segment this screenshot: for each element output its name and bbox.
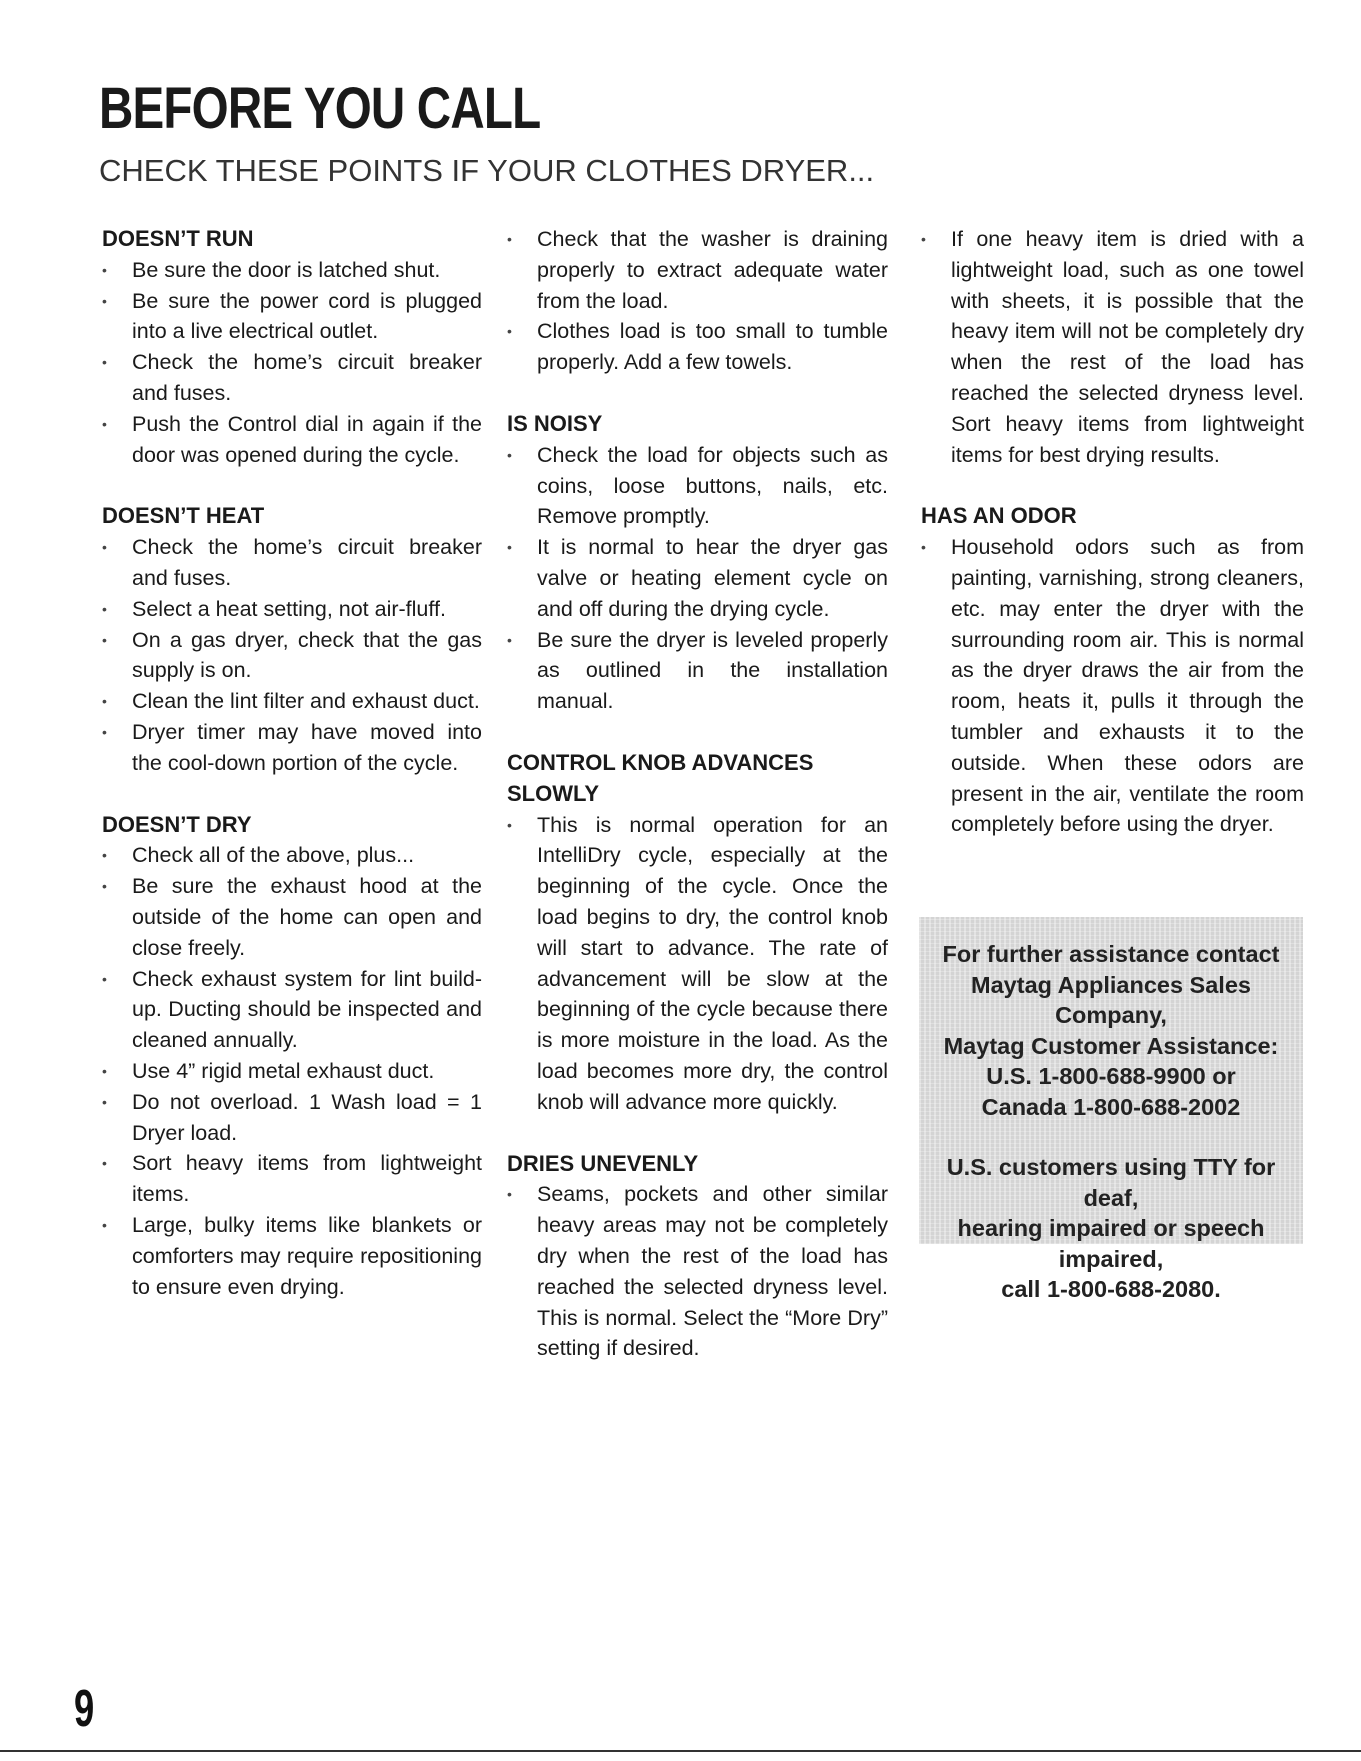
tip-item (507, 224, 888, 316)
tip-text: Sort heavy items from lightweight items. (132, 1151, 482, 1207)
bullet-icon: • (507, 816, 512, 833)
tip-item (921, 224, 1304, 470)
section-heading: HAS AN ODOR (921, 503, 1077, 529)
tip-text: Seams, pockets and other similar heavy areas may not be completely dry when the rest of the load has reached the selected dryness level. This is normal. Select the “More Dry” setting if desired. (537, 1182, 888, 1361)
tip-text: Select a heat setting, not air-fluff. (132, 596, 446, 621)
tip-list (507, 810, 888, 1118)
bullet-icon: • (921, 231, 926, 247)
bullet-icon: • (102, 693, 107, 710)
contact-phone-tty: call 1-800-688-2080. (1001, 1276, 1221, 1302)
bullet-icon: • (102, 415, 107, 432)
contact-phone-canada: Canada 1-800-688-2002 (981, 1093, 1241, 1120)
bullet-icon: • (102, 1093, 107, 1110)
tip-item (507, 316, 888, 378)
bullet-icon: • (507, 1186, 512, 1203)
section-heading: DOESN’T RUN (102, 226, 254, 251)
tip-text: Large, bulky items like blankets or comforters may require repositioning to ensure even drying. (132, 1212, 482, 1299)
tip-item (102, 1148, 482, 1210)
bullet-icon: • (102, 1155, 107, 1172)
tip-text: Check the home’s circuit breaker and fuses. (132, 535, 482, 590)
tip-item (507, 810, 888, 1118)
tip-text: It is normal to hear the dryer gas valve or heating element cycle on and off during the drying cycle. (537, 535, 888, 621)
column-3 (921, 224, 1304, 840)
troubleshooting-section (921, 501, 1304, 840)
tip-item (102, 686, 482, 717)
contact-line: U.S. customers using TTY for deaf, (946, 1154, 1276, 1211)
tip-list (507, 440, 888, 717)
page-title: BEFORE YOU CALL (99, 76, 541, 141)
tip-text: Check that the washer is draining properly to extract adequate water from the load. (537, 227, 888, 313)
contact-phone-us: U.S. 1-800-688-9900 or (986, 1063, 1236, 1089)
bullet-icon: • (507, 231, 512, 247)
tip-text: Check the home’s circuit breaker and fuses. (132, 350, 482, 405)
tip-item (102, 594, 482, 625)
tip-item (102, 871, 482, 963)
page-subtitle: CHECK THESE POINTS IF YOUR CLOTHES DRYER... (99, 153, 875, 188)
tip-text: Check all of the above, plus... (132, 843, 415, 868)
bullet-icon: • (102, 970, 107, 987)
tip-text: Be sure the power cord is plugged into a live electrical outlet. (132, 288, 482, 344)
contact-line: Maytag Customer Assistance: (943, 1032, 1279, 1059)
bullet-icon: • (102, 878, 107, 895)
bullet-icon: • (507, 631, 512, 648)
tip-item (507, 532, 888, 624)
bullet-icon: • (102, 1062, 107, 1079)
tip-item (507, 1179, 888, 1364)
troubleshooting-section (507, 409, 888, 717)
tip-text: Be sure the exhaust hood at the outside of the home can open and close freely. (132, 874, 482, 960)
tip-list (102, 840, 482, 1302)
tip-text: Check the load for objects such as coins, loose buttons, nails, etc. Remove promptly. (537, 442, 888, 529)
tip-text: Use 4” rigid metal exhaust duct. (132, 1058, 435, 1083)
tip-item (102, 409, 482, 471)
troubleshooting-section (102, 501, 482, 778)
column-1 (102, 224, 482, 1302)
contact-line: Maytag Appliances Sales Company, (971, 971, 1251, 1028)
tip-text: Household odors such as from painting, varnishing, strong cleaners, etc. may enter the dryer with the surrounding room air. This is normal as the dryer draws the air from the room, heats it, pulls it through the tumbler and exhausts it to the outside. When these odors are present in the air, ventilate the room completely before using the dryer. (951, 535, 1304, 837)
tip-item (102, 286, 482, 348)
tip-text: Dryer timer may have moved into the cool-down portion of the cycle. (132, 719, 482, 775)
section-heading: DRIES UNEVENLY (507, 1150, 699, 1176)
section-heading: DOESN’T DRY (102, 811, 252, 837)
troubleshooting-section (507, 224, 888, 378)
tip-item (102, 625, 482, 687)
tip-item (507, 625, 888, 717)
tip-list (921, 532, 1304, 840)
section-heading: DOESN’T HEAT (102, 503, 265, 529)
tip-text: Be sure the dryer is leveled properly as outlined in the installation manual. (537, 627, 888, 714)
contact-line: hearing impaired or speech impaired, (957, 1215, 1265, 1272)
tip-list (921, 224, 1304, 470)
bullet-icon: • (102, 261, 107, 278)
tip-text: Clean the lint filter and exhaust duct. (132, 689, 480, 714)
page-number: 9 (74, 1680, 95, 1738)
bullet-icon: • (102, 354, 107, 371)
tip-item (102, 1087, 482, 1149)
tip-item (102, 1056, 482, 1087)
tip-text: This is normal operation for an IntelliDry cycle, especially at the beginning of the cycle. Once the load begins to dry, the control knob will start to advance. The rate of advancement will be slow at the beginning of the cycle because there is more moisture in the load. As the load becomes more dry, the control knob will advance more quickly. (537, 812, 888, 1114)
contact-info-box (919, 917, 1303, 1302)
tip-item (507, 440, 888, 532)
tip-item (102, 717, 482, 779)
tip-item (102, 255, 482, 286)
bullet-icon: • (102, 723, 107, 740)
tip-item (102, 347, 482, 409)
tip-text: Clothes load is too small to tumble properly. Add a few towels. (537, 319, 888, 375)
section-heading: CONTROL KNOB ADVANCES SLOWLY (507, 749, 814, 806)
tip-text: Check exhaust system for lint build-up. Ducting should be inspected and cleaned annually. (132, 966, 482, 1053)
contact-line: For further assistance contact (942, 941, 1280, 967)
column-2 (507, 224, 888, 1364)
troubleshooting-section (507, 1149, 888, 1365)
troubleshooting-section (921, 224, 1304, 470)
tip-list (102, 532, 482, 778)
bullet-icon: • (507, 446, 512, 463)
bullet-icon: • (507, 323, 512, 340)
bullet-icon: • (921, 539, 926, 556)
bullet-icon: • (102, 539, 107, 556)
tip-item (102, 1210, 482, 1302)
footer-rule (0, 1750, 1361, 1752)
tip-list (507, 1179, 888, 1364)
tip-list (507, 224, 888, 378)
bullet-icon: • (102, 1216, 107, 1233)
tip-text: Be sure the door is latched shut. (132, 257, 441, 282)
tip-list (102, 255, 482, 471)
tip-text: On a gas dryer, check that the gas supply is on. (132, 627, 482, 683)
tip-text: Push the Control dial in again if the door was opened during the cycle. (132, 411, 482, 467)
bullet-icon: • (102, 847, 107, 864)
tip-item (102, 964, 482, 1056)
bullet-icon: • (102, 292, 107, 309)
tip-item (102, 840, 482, 871)
bullet-icon: • (102, 600, 107, 617)
tip-item (921, 532, 1304, 840)
troubleshooting-section (507, 748, 888, 1118)
troubleshooting-section (102, 810, 482, 1303)
bullet-icon: • (102, 631, 107, 648)
tip-text: Do not overload. 1 Wash load = 1 Dryer load. (132, 1089, 482, 1145)
tip-text: If one heavy item is dried with a lightweight load, such as one towel with sheets, it is possible that the heavy item will not be completely dry when the rest of the load has reached the selected dryness level. Sort heavy items from lightweight items for best drying results. (951, 227, 1304, 467)
tip-item (102, 532, 482, 594)
section-heading: IS NOISY (507, 410, 603, 436)
troubleshooting-section (102, 224, 482, 470)
bullet-icon: • (507, 539, 512, 556)
